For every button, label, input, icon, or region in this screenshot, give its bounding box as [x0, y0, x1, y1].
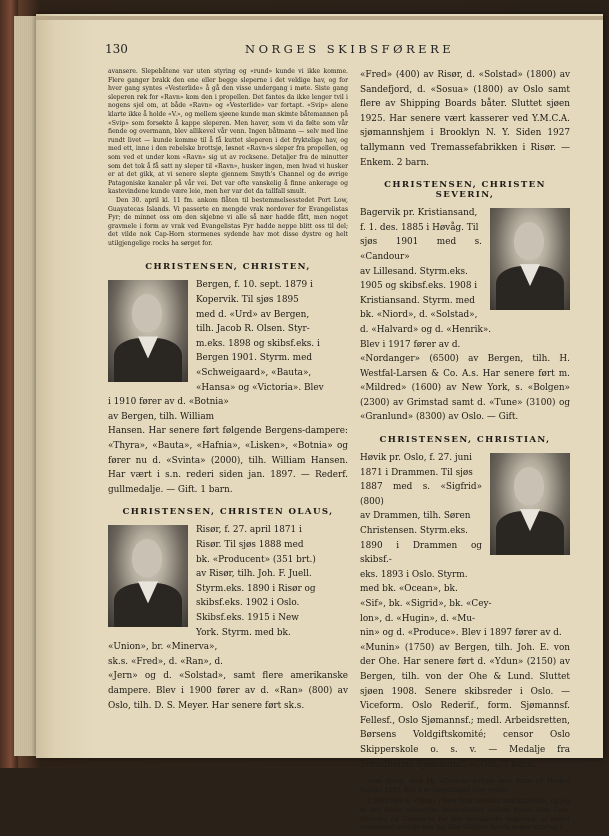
intro-paragraph: avansere. Slepebåtene var uten styring og «rund» kunde vi ikke komme. Flere ganger brakk den ene eller begge sleperne i det veldige hav, og for hver gang syntes «Vesterlide» å gå den visse undergang i møte. Siste gang sleperen røk for «Ravn» kom den i propellen. Det fantes da ikke lenger tvil i nogens sjel om, at både «Ravn» og «Vesterlide» var fortapt. «Svip» alene klarte ikke å holde «V.», og mellem sjøene kunde man skimte båtemannen på «Svip» som forsøkte å kappe sleperen. Men haver, som vi da følte som vår fiende og overmann, blev allikevel vår venn. Ingen båtmann — selv med line rundt livet — kunde komme til å få kuttet sleperen i det fryktelige hav, og med ett, inne i den rebelske brottsjø, løsnet «Ravn»s sleper fra propellen, og som ved et under kom «Ravn» sig ut av rocksene. Detaljer fra de minutter som det tok å få satt ny sleper til «Ravn», husker ingen, men hvad vi husker er at det gikk, at vi senere slepte gjennem Smyth's Channel og de øvrige Patagoniske kanaler på vår vei. Det var ofte vanskelig å finne ankerage og kastevindene kunde være leie, men her var det da tallfall smult. — [108, 68, 348, 196]
entry-line: sk.s. «Fred», d. «Ran», d. — [108, 656, 224, 667]
entry-line: lon», d. «Hugin», d. «Mu- — [360, 613, 476, 624]
entry-line: sjøs 1901 med s. «Candour» — [360, 237, 482, 262]
entry-line: tilh. Jacob R. Olsen. Styr- — [196, 324, 310, 335]
portrait-photo — [108, 525, 188, 627]
entry-line: Bagervik pr. Kristiansand, — [360, 208, 478, 219]
intro-paragraph-2: Den 30. april kl. 11 fm. ankom flåten til bestemmelsesstedet Port Low, Guayatecas Islands. Vi passerte en mengde vrak nordover for Evangelistas Fyr; de minnet oss om den skjebne vi alle så nær hadde fått, men noget gravmele i form av vrak ved Evangelistas Fyr hadde neppe blitt oss til del; det vilde nok Cap-Horn stormenes sydende hav mot disse dystre og helt utilgjengelige rocks ha sørget for. — [108, 196, 348, 247]
entry-line: Risør. Til sjøs 1888 med — [196, 539, 304, 550]
biography-entry — [108, 523, 348, 713]
entry-heading: CHRISTENSEN, CHRISTIAN, — [379, 435, 551, 446]
page-number: 130 — [105, 42, 128, 56]
entry-heading: CHRISTENSEN, CHRISTEN OLAUS, — [122, 507, 334, 518]
portrait-face — [514, 467, 544, 505]
entry-line: bk. «Producent» (351 brt.) — [196, 554, 316, 565]
entry-line: av Drammen, tilh. Søren — [360, 511, 471, 522]
footnotes — [360, 778, 570, 833]
entry-line: Styrm.eks. 1890 i Risør og — [196, 583, 316, 594]
entry-line: Bergen, f. 10. sept. 1879 i — [196, 280, 313, 291]
entry-line: skibsf.eks. 1902 i Oslo. — [196, 598, 300, 609]
running-title: NORGES SKIBSFØRERE — [245, 42, 455, 56]
portrait-face — [132, 294, 162, 332]
entry-line: eks. 1893 i Oslo. Styrm. — [360, 569, 468, 580]
entry-line: «Hansa» og «Victoria». Blev — [196, 382, 324, 393]
page-top-edge — [36, 16, 603, 20]
entry-line: 1905 og skibsf.eks. 1908 i — [360, 281, 478, 292]
left-column — [108, 68, 348, 713]
biography-entry — [360, 451, 570, 772]
entry-line: «Schweigaard», «Bauta», — [196, 368, 312, 379]
footnote: I 1903 blev d. «Ydun» i New York innredet som kabelskib, og jeg la den første submarine telegrafkabel mellem byene Vera Cruz, Frontera og Campeche for den mexikanske regjering; et meget interessant arbeide som jeg ikke tidligere hadde nogen erfaring i. — [360, 798, 570, 832]
biography-entry — [360, 206, 570, 425]
entry-line: Kristiansand. Styrm. med — [360, 295, 475, 306]
entry-line: med bk. «Ocean», bk. — [360, 584, 458, 595]
entry-text: «Jern» og d. «Solstad», samt flere amerikanske dampere. Blev i 1900 fører av d. «Ran» (800) av Oslo, tilh. D. S. Meyer. Har senere ført sk.s. — [108, 671, 348, 711]
entry-line: f. 1. des. 1885 i Høvåg. Til — [360, 222, 479, 233]
entry-line: York. Styrm. med bk. — [196, 627, 291, 638]
entry-line: 1871 i Drammen. Til sjøs — [360, 467, 473, 478]
page-header — [105, 42, 565, 62]
portrait-photo — [490, 208, 570, 310]
entry-heading: CHRISTENSEN, CHRISTEN, — [145, 262, 311, 273]
entry-line: i 1910 fører av d. «Botnia» — [108, 397, 229, 408]
entry-line: Blev i 1917 fører av d. — [360, 339, 461, 350]
portrait-photo — [490, 453, 570, 555]
entry-line: 1890 i Drammen og skibsf.- — [360, 540, 482, 566]
entry-line: m.eks. 1898 og skibsf.eks. i — [196, 338, 320, 349]
entry-line: bk. «Niord», d. «Solstad», — [360, 310, 478, 321]
portrait-photo — [108, 280, 188, 382]
portrait-face — [132, 539, 162, 577]
entry-line: Skibsf.eks. 1915 i New — [196, 612, 299, 623]
entry-line: Kopervik. Til sjøs 1895 — [196, 295, 299, 306]
biography-entry — [108, 278, 348, 497]
entry-text: «Munin» (1750) av Bergen, tilh. Joh. E. von der Ohe. Har senere ført d. «Ydun» (2150) av Bergen, tilh. von der Ohe & Lund. Sluttet sjøen 1908. Senere skibsreder i Oslo. — Viceform. Oslo Rederif., form. Sjømannsf. Fellesf., Oslo Sjømannsf.; medl. Arbeidsretten, Børsens Voldgiftskomité; censor Oslo Skipperskole o. s. v. — Medalje fra Trondheims Sjømannsf. — Gift. 7 barn. — [360, 642, 570, 770]
entry-line: «Sif», bk. «Sigrid», bk. «Cey- — [360, 599, 492, 609]
entry-line: av Lillesand. Styrm.eks. — [360, 266, 468, 277]
entry-line: «Union», br. «Minerva», — [108, 642, 218, 653]
entry-line: 1887 med s. «Sigfrid» (800) — [360, 482, 482, 507]
footnote: Som styrm. med bk. «Ceylon» forliste med dette på Hasbro Sands i 1893. Kun 4 av besetningen blev reddet. — [360, 778, 570, 794]
entry-line: Christensen. Styrm.eks. — [360, 526, 468, 537]
portrait-face — [514, 222, 544, 260]
entry-line: d. «Halvard» og d. «Henrik». — [360, 324, 492, 335]
entry-line: Bergen 1901. Styrm. med — [196, 353, 313, 364]
entry-line: nin» og d. «Produce». Blev i 1897 fører av d. — [360, 628, 562, 639]
entry-line: av Risør, tilh. Joh. F. Juell. — [196, 569, 312, 580]
entry-line: Høvik pr. Oslo, f. 27. juni — [360, 453, 472, 464]
entry-line: av Bergen, tilh. William — [108, 411, 215, 422]
continued-entry-text: «Fred» (400) av Risør, d. «Solstad» (1800) av Sandefjord, d. «Sosua» (1800) av Oslo samt flere av Shipping Boards båter. Sluttet sjøen 1925. Har senere vært kasserer ved Y.M.C.A. sjømannshjem i Brooklyn N. Y. Siden 1927 tallymann ved Tremassefabrikken i Risør. — Enkem. 2 barn. — [360, 70, 570, 168]
entry-text: Hansen. Har senere ført følgende Bergens-dampere: «Thyra», «Bauta», «Hafnia», «Lisken», «Botnia» og fører nu d. «Svinta» (2000), tilh. William Hansen. Har vært i s.n. rederi siden jan. 1897. — Rederf. gullmedalje. — Gift. 1 barn. — [108, 426, 348, 495]
entry-heading: CHRISTENSEN, CHRISTEN SEVERIN, — [384, 180, 546, 201]
entry-line: Risør, f. 27. april 1871 i — [196, 525, 302, 536]
right-column — [360, 68, 570, 836]
entry-text: «Nordanger» (6500) av Bergen, tilh. H. Westfal-Larsen & Co. A.s. Har senere ført m. «Mildred» (1600) av New York, s. «Bolgen» (2300) av Grimstad samt d. «Tune» (3100) og «Granlund» (8300) av Oslo. — Gift. — [360, 354, 570, 423]
entry-line: med d. «Urd» av Bergen, — [196, 309, 310, 320]
